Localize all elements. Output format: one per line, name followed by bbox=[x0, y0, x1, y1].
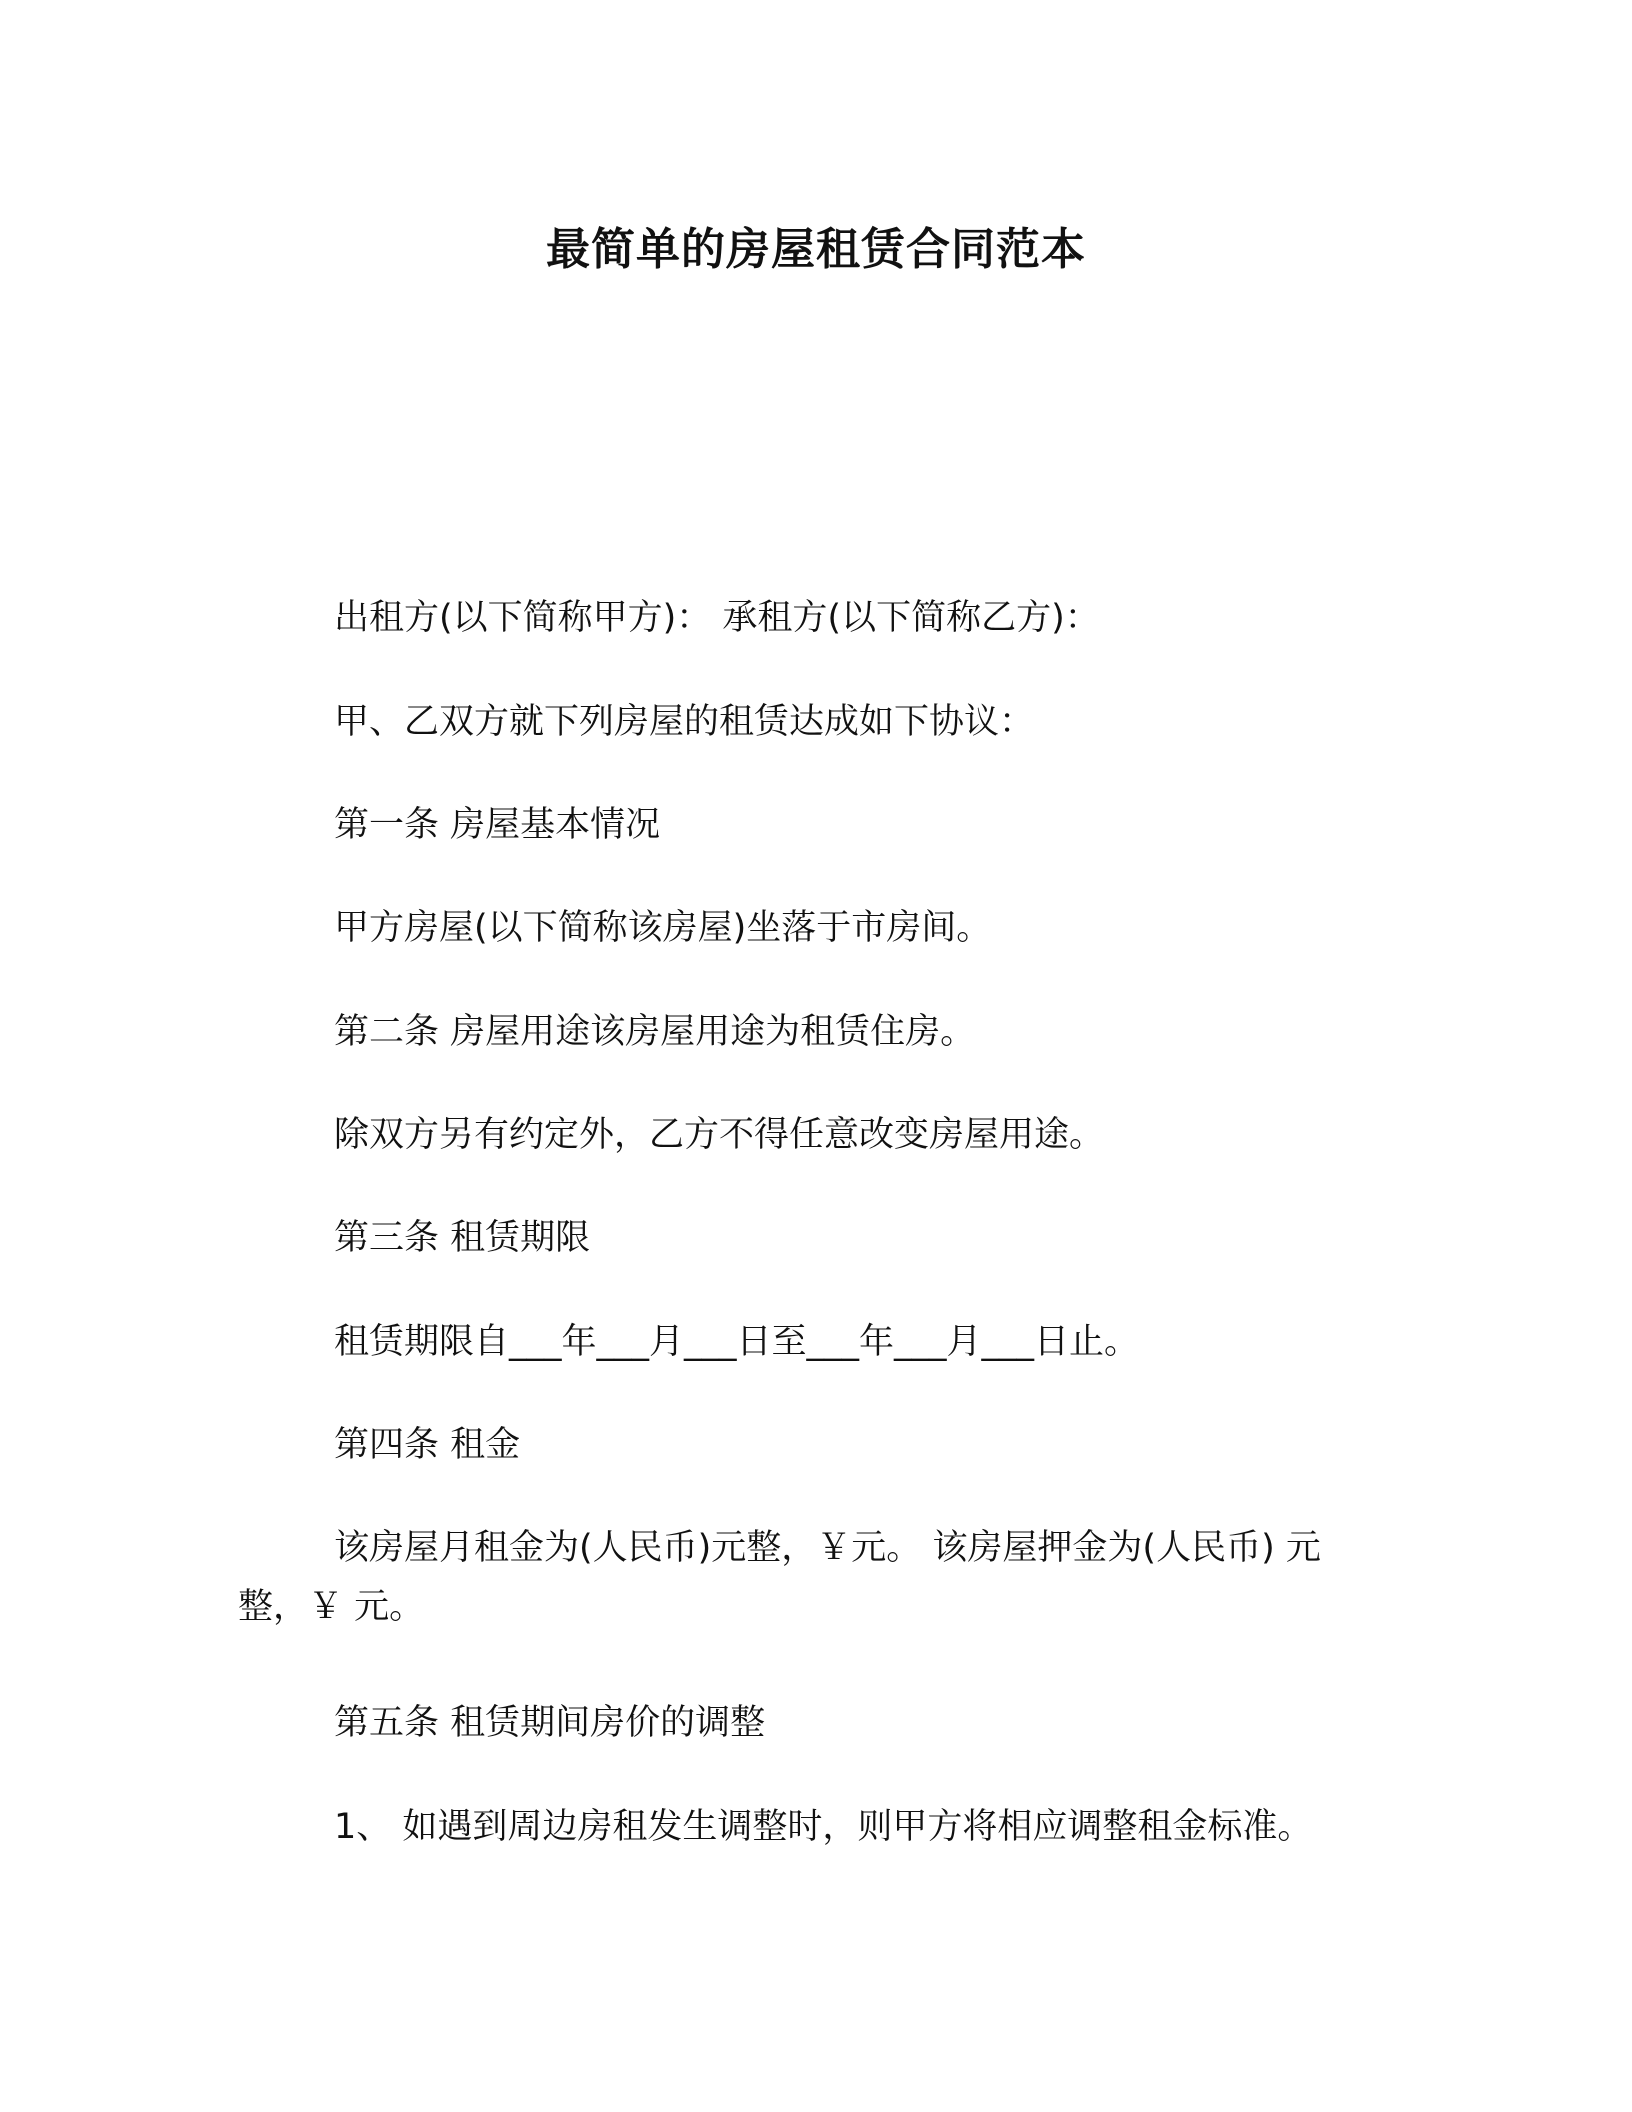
article-4-text: 该房屋月租金为(人民币)元整，￥元。 该房屋押金为(人民币) 元整，￥ 元。 bbox=[238, 1528, 1321, 1627]
article-4-heading: 第四条 租金 bbox=[334, 1425, 521, 1465]
article-5-item-1: 1、 如遇到周边房租发生调整时，则甲方将相应调整租金标准。 bbox=[334, 1807, 1313, 1847]
agreement-intro: 甲、乙双方就下列房屋的租赁达成如下协议： bbox=[334, 702, 1035, 742]
document-title: 最简单的房屋租赁合同范本 bbox=[546, 224, 1086, 275]
article-1-text: 甲方房屋(以下简称该房屋)坐落于市房间。 bbox=[334, 908, 992, 948]
article-1-heading: 第一条 房屋基本情况 bbox=[334, 805, 661, 845]
article-2-text: 除双方另有约定外，乙方不得任意改变房屋用途。 bbox=[334, 1115, 1105, 1155]
article-3-heading: 第三条 租赁期限 bbox=[334, 1218, 591, 1258]
article-5-heading: 第五条 租赁期间房价的调整 bbox=[334, 1703, 766, 1743]
parties-line: 出租方(以下简称甲方)： 承租方(以下简称乙方)： bbox=[334, 598, 1100, 638]
article-2-heading: 第二条 房屋用途该房屋用途为租赁住房。 bbox=[334, 1012, 976, 1052]
article-3-text: 租赁期限自___年___月___日至___年___月___日止。 bbox=[334, 1322, 1140, 1362]
